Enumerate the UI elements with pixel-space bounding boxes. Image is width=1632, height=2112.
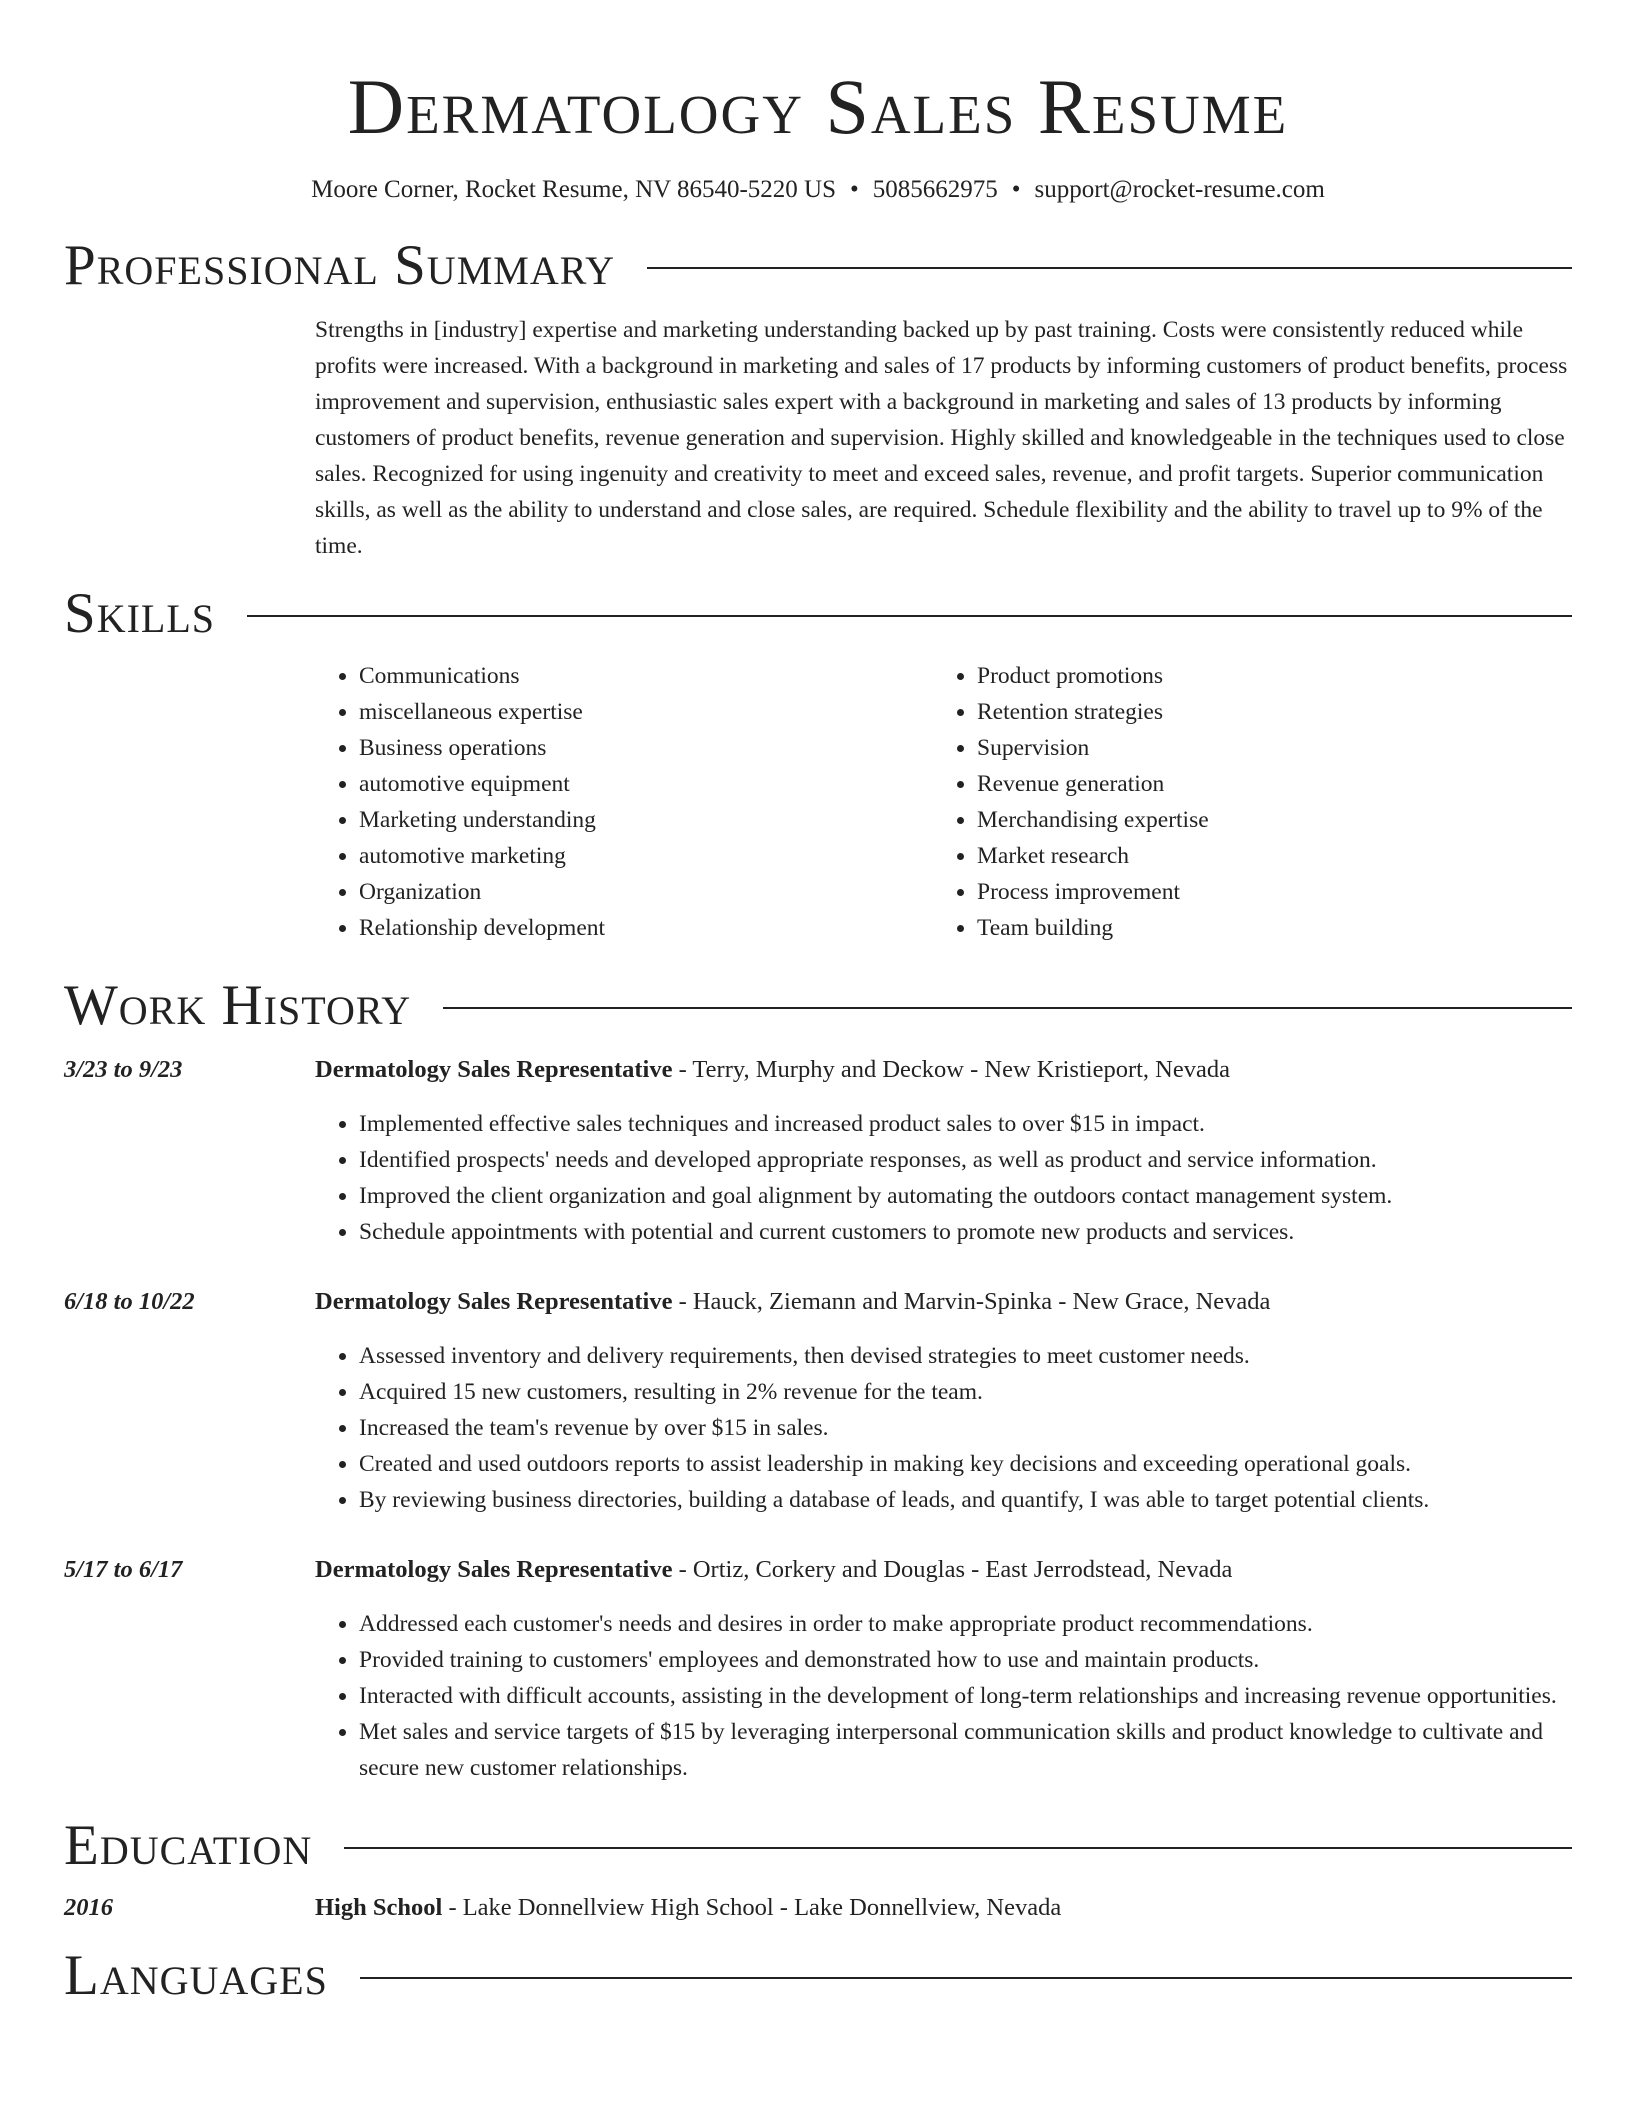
job-bullet: • Created and used outdoors reports to assist leadership in making key decisions and exceeding operational goals. xyxy=(359,1446,1572,1482)
job-bullet: • Met sales and service targets of $15 by leveraging interpersonal communication skills and product knowledge to cultivate and secure new customer relationships. xyxy=(359,1714,1572,1786)
skill-item: • miscellaneous expertise xyxy=(359,694,933,730)
job-company-location: - Terry, Murphy and Deckow - New Kristieport, Nevada xyxy=(672,1056,1230,1083)
job-bullet: • Provided training to customers' employees and demonstrated how to use and maintain products. xyxy=(359,1642,1572,1678)
job-bullet: • By reviewing business directories, building a database of leads, and quantify, I was able to target potential clients. xyxy=(359,1482,1572,1518)
job-bullet: • Identified prospects' needs and developed appropriate responses, as well as product and service information. xyxy=(359,1142,1572,1178)
resume-title: Dermatology Sales Resume xyxy=(347,63,1289,150)
skill-item: • Relationship development xyxy=(359,910,933,946)
job-bullet: • Addressed each customer's needs and desires in order to make appropriate product recommendations. xyxy=(359,1606,1572,1642)
job-heading-line xyxy=(315,1052,1230,1088)
job-dates: 3/23 to 9/23 xyxy=(64,1056,183,1083)
skill-item: • Revenue generation xyxy=(977,766,1551,802)
skill-item: • Retention strategies xyxy=(977,694,1551,730)
job-dates: 6/18 to 10/22 xyxy=(64,1288,195,1315)
job-heading-line xyxy=(315,1284,1270,1320)
skill-item: • Marketing understanding xyxy=(359,802,933,838)
job-bullet: • Acquired 15 new customers, resulting in 2% revenue for the team. xyxy=(359,1374,1572,1410)
education-section-header xyxy=(64,1814,1572,1878)
education-heading: Education xyxy=(64,1814,313,1877)
education-line xyxy=(315,1890,1061,1926)
education-degree: High School xyxy=(315,1894,443,1921)
skills-column-left xyxy=(315,658,933,946)
job-bullet: • Improved the client organization and goal alignment by automating the outdoors contact management system. xyxy=(359,1178,1572,1214)
summary-section-header xyxy=(64,234,1572,298)
job-header xyxy=(64,1284,1572,1320)
job-title: Dermatology Sales Representative xyxy=(315,1056,673,1083)
section-divider xyxy=(360,1977,1572,1979)
section-divider xyxy=(344,1847,1572,1849)
job-entry xyxy=(64,1052,1572,1250)
summary-heading: Professional Summary xyxy=(64,234,616,297)
skill-item: • Product promotions xyxy=(977,658,1551,694)
skills-section-header xyxy=(64,582,1572,646)
job-title: Dermatology Sales Representative xyxy=(315,1556,673,1583)
skill-item: • automotive marketing xyxy=(359,838,933,874)
skill-item: • Merchandising expertise xyxy=(977,802,1551,838)
job-bullet: • Increased the team's revenue by over $15 in sales. xyxy=(359,1410,1572,1446)
skill-item: • Communications xyxy=(359,658,933,694)
job-bullets xyxy=(315,1106,1572,1250)
job-title: Dermatology Sales Representative xyxy=(315,1288,673,1315)
contact-phone: 5085662975 xyxy=(872,176,998,203)
languages-section-header xyxy=(64,1944,1572,2008)
section-divider xyxy=(647,267,1572,269)
job-company-location: - Hauck, Ziemann and Marvin-Spinka - New Grace, Nevada xyxy=(672,1288,1271,1315)
skills-list xyxy=(315,658,1572,946)
skills-column-right xyxy=(933,658,1551,946)
skill-item: • automotive equipment xyxy=(359,766,933,802)
education-date: 2016 xyxy=(64,1894,113,1921)
job-bullets xyxy=(315,1338,1572,1518)
job-company-location: - Ortiz, Corkery and Douglas - East Jerrodstead, Nevada xyxy=(672,1556,1233,1583)
job-bullets xyxy=(315,1606,1572,1786)
work-section-header xyxy=(64,974,1572,1038)
job-dates: 5/17 to 6/17 xyxy=(64,1556,183,1583)
summary-text: Strengths in [industry] expertise and marketing understanding backed up by past training. Costs were consistently reduced while profits were increased. With a background in marketing and sales of 17 products by informing customers of product benefits, process improvement and supervision, enthusiastic sales expert with a background in marketing and sales of 13 products by informing customers of product benefits, revenue generation and supervision. Highly skilled and knowledgeable in the techniques used to close sales. Recognized for using ingenuity and creativity to meet and exceed sales, revenue, and profit targets. Superior communication skills, as well as the ability to understand and close sales, are required. Schedule flexibility and the ability to travel up to 9% of the time. xyxy=(315,317,1568,559)
skill-item: • Market research xyxy=(977,838,1551,874)
languages-heading: Languages xyxy=(64,1944,328,2007)
skills-heading: Skills xyxy=(64,582,216,645)
section-divider xyxy=(247,615,1572,617)
section-divider xyxy=(443,1007,1572,1009)
education-entry xyxy=(64,1890,1572,1926)
skill-item: • Team building xyxy=(977,910,1551,946)
work-heading: Work History xyxy=(64,974,412,1037)
contact-email: support@rocket-resume.com xyxy=(1034,176,1325,203)
contact-separator: • xyxy=(1011,176,1021,203)
contact-separator: • xyxy=(850,176,859,203)
job-entry xyxy=(64,1552,1572,1786)
contact-line xyxy=(64,174,1572,206)
skill-item: • Supervision xyxy=(977,730,1551,766)
job-bullet: • Interacted with difficult accounts, assisting in the development of long-term relationships and increasing revenue opportunities. xyxy=(359,1678,1572,1714)
education-school-location: - Lake Donnellview High School - Lake Donnellview, Nevada xyxy=(442,1894,1062,1921)
job-header xyxy=(64,1552,1572,1588)
job-bullet: • Assessed inventory and delivery requirements, then devised strategies to meet customer needs. xyxy=(359,1338,1572,1374)
contact-address: Moore Corner, Rocket Resume, NV 86540-5220 US xyxy=(311,176,837,203)
job-bullet: • Schedule appointments with potential and current customers to promote new products and services. xyxy=(359,1214,1572,1250)
job-entry xyxy=(64,1284,1572,1518)
resume-page xyxy=(64,0,1572,2008)
job-heading-line xyxy=(315,1552,1232,1588)
skill-item: • Organization xyxy=(359,874,933,910)
job-bullet: • Implemented effective sales techniques and increased product sales to over $15 in impact. xyxy=(359,1106,1572,1142)
skill-item: • Process improvement xyxy=(977,874,1551,910)
job-header xyxy=(64,1052,1572,1088)
skill-item: • Business operations xyxy=(359,730,933,766)
